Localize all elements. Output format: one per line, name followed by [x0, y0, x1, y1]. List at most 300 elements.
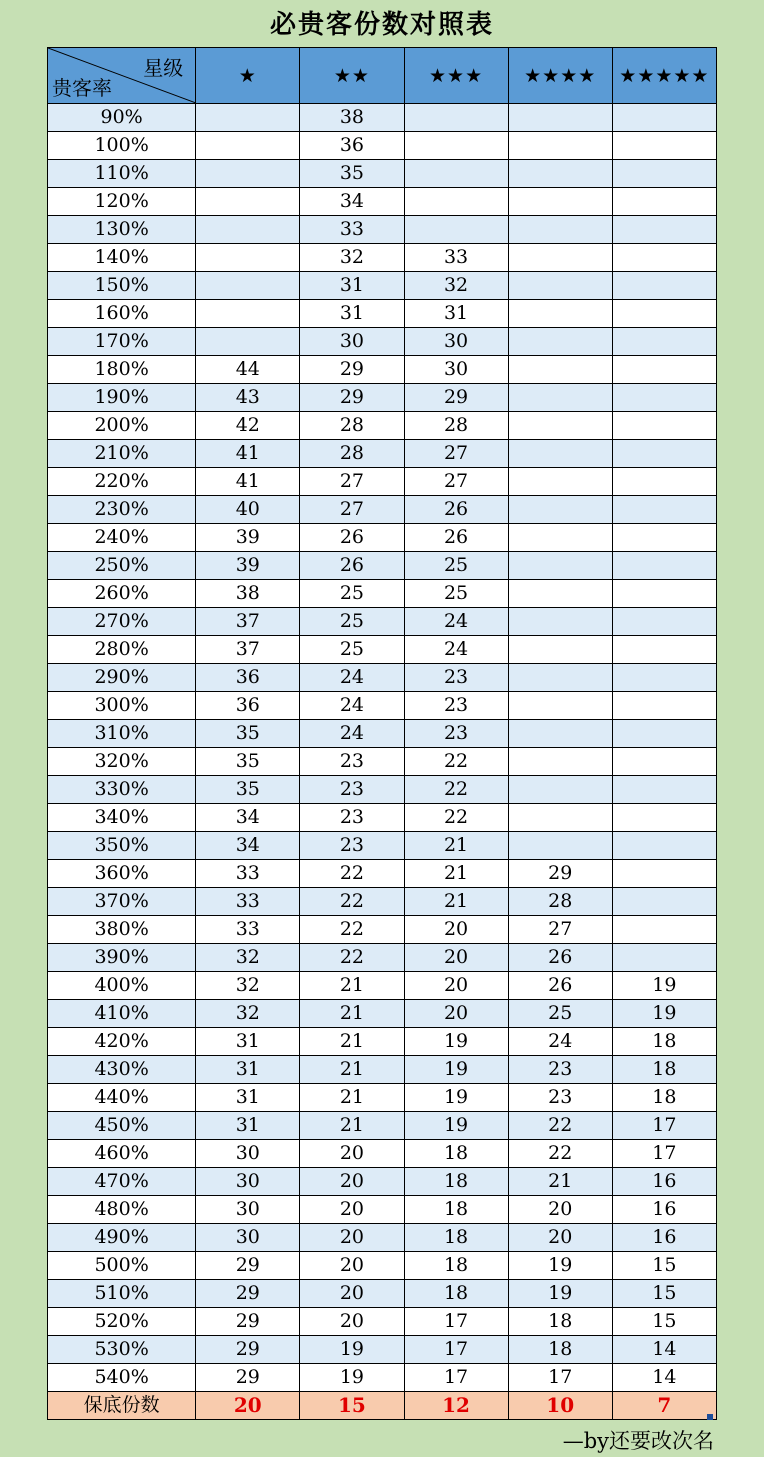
- guest-rate-cell: 140%: [48, 244, 196, 272]
- count-cell-5-star: [612, 580, 716, 608]
- count-cell-1-star: 35: [196, 748, 300, 776]
- table-row: [48, 692, 717, 720]
- guest-rate-cell: 320%: [48, 748, 196, 776]
- count-cell-4-star: 18: [508, 1336, 612, 1364]
- column-header-4-star: ★★★★: [508, 48, 612, 104]
- count-cell-2-star: 27: [300, 496, 404, 524]
- count-cell-5-star: [612, 104, 716, 132]
- count-cell-1-star: 37: [196, 608, 300, 636]
- table-row: [48, 1084, 717, 1112]
- count-cell-5-star: [612, 608, 716, 636]
- star-level-label: 星级: [143, 56, 184, 80]
- count-cell-1-star: 33: [196, 860, 300, 888]
- count-cell-5-star: [612, 916, 716, 944]
- table-row: [48, 216, 717, 244]
- count-cell-4-star: 26: [508, 944, 612, 972]
- count-cell-5-star: 18: [612, 1084, 716, 1112]
- minimum-count-1-star: 20: [196, 1392, 300, 1420]
- count-cell-5-star: [612, 468, 716, 496]
- table-row: [48, 720, 717, 748]
- count-cell-5-star: 18: [612, 1056, 716, 1084]
- table-row: [48, 1336, 717, 1364]
- count-cell-2-star: 27: [300, 468, 404, 496]
- count-cell-5-star: 17: [612, 1140, 716, 1168]
- count-cell-5-star: [612, 272, 716, 300]
- count-cell-2-star: 23: [300, 776, 404, 804]
- count-cell-4-star: 21: [508, 1168, 612, 1196]
- count-cell-2-star: 36: [300, 132, 404, 160]
- guest-rate-cell: 260%: [48, 580, 196, 608]
- count-cell-4-star: [508, 496, 612, 524]
- table-row: [48, 888, 717, 916]
- count-cell-3-star: 18: [404, 1280, 508, 1308]
- table-row: [48, 580, 717, 608]
- count-cell-1-star: 33: [196, 916, 300, 944]
- guest-rate-cell: 360%: [48, 860, 196, 888]
- count-cell-3-star: 22: [404, 748, 508, 776]
- table-row: [48, 272, 717, 300]
- count-cell-1-star: 41: [196, 440, 300, 468]
- guest-rate-cell: 430%: [48, 1056, 196, 1084]
- count-cell-1-star: 29: [196, 1280, 300, 1308]
- count-cell-3-star: 27: [404, 468, 508, 496]
- count-cell-1-star: 31: [196, 1056, 300, 1084]
- count-cell-3-star: [404, 132, 508, 160]
- count-cell-5-star: 16: [612, 1196, 716, 1224]
- guest-rate-cell: 180%: [48, 356, 196, 384]
- guest-rate-cell: 210%: [48, 440, 196, 468]
- count-cell-3-star: 17: [404, 1364, 508, 1392]
- count-cell-1-star: 39: [196, 552, 300, 580]
- table-row: [48, 1252, 717, 1280]
- table-row: [48, 944, 717, 972]
- count-cell-3-star: 25: [404, 580, 508, 608]
- guest-rate-cell: 420%: [48, 1028, 196, 1056]
- table-row: [48, 832, 717, 860]
- count-cell-3-star: 31: [404, 300, 508, 328]
- count-cell-2-star: 19: [300, 1364, 404, 1392]
- count-cell-3-star: 24: [404, 608, 508, 636]
- count-cell-3-star: 18: [404, 1196, 508, 1224]
- count-cell-4-star: [508, 748, 612, 776]
- count-cell-3-star: [404, 160, 508, 188]
- count-cell-4-star: 22: [508, 1112, 612, 1140]
- count-cell-1-star: 30: [196, 1140, 300, 1168]
- count-cell-2-star: 31: [300, 300, 404, 328]
- count-cell-3-star: 24: [404, 636, 508, 664]
- count-cell-5-star: [612, 300, 716, 328]
- count-cell-5-star: [612, 720, 716, 748]
- count-cell-3-star: 30: [404, 328, 508, 356]
- count-cell-4-star: [508, 608, 612, 636]
- guest-rate-cell: 100%: [48, 132, 196, 160]
- count-cell-5-star: [612, 244, 716, 272]
- count-cell-3-star: 20: [404, 944, 508, 972]
- count-cell-2-star: 25: [300, 608, 404, 636]
- count-cell-5-star: [612, 188, 716, 216]
- minimum-count-2-star: 15: [300, 1392, 404, 1420]
- count-cell-5-star: 16: [612, 1168, 716, 1196]
- table-row: [48, 1168, 717, 1196]
- count-cell-3-star: 21: [404, 888, 508, 916]
- count-cell-4-star: 20: [508, 1224, 612, 1252]
- guest-rate-cell: 130%: [48, 216, 196, 244]
- count-cell-3-star: 19: [404, 1056, 508, 1084]
- count-cell-2-star: 20: [300, 1196, 404, 1224]
- count-cell-1-star: 29: [196, 1308, 300, 1336]
- table-row: [48, 104, 717, 132]
- count-cell-4-star: [508, 412, 612, 440]
- count-cell-1-star: [196, 216, 300, 244]
- count-cell-1-star: 36: [196, 692, 300, 720]
- count-cell-4-star: [508, 356, 612, 384]
- count-cell-4-star: [508, 776, 612, 804]
- guest-rate-label: 贵客率: [52, 76, 112, 100]
- count-cell-3-star: 18: [404, 1140, 508, 1168]
- count-cell-3-star: 27: [404, 440, 508, 468]
- count-cell-3-star: 25: [404, 552, 508, 580]
- count-cell-5-star: 19: [612, 1000, 716, 1028]
- count-cell-1-star: 44: [196, 356, 300, 384]
- count-cell-4-star: [508, 244, 612, 272]
- count-cell-4-star: 22: [508, 1140, 612, 1168]
- guest-rate-cell: 460%: [48, 1140, 196, 1168]
- count-cell-3-star: 29: [404, 384, 508, 412]
- count-cell-1-star: [196, 244, 300, 272]
- table-row: [48, 524, 717, 552]
- guest-rate-cell: 200%: [48, 412, 196, 440]
- count-cell-3-star: 23: [404, 720, 508, 748]
- minimum-count-row: [48, 1392, 717, 1420]
- count-cell-2-star: 33: [300, 216, 404, 244]
- count-cell-1-star: [196, 188, 300, 216]
- count-cell-4-star: [508, 104, 612, 132]
- table-row: [48, 1308, 717, 1336]
- guest-rate-cell: 330%: [48, 776, 196, 804]
- table-row: [48, 1280, 717, 1308]
- count-cell-2-star: 25: [300, 636, 404, 664]
- count-cell-5-star: [612, 328, 716, 356]
- count-cell-5-star: 17: [612, 1112, 716, 1140]
- count-cell-1-star: 31: [196, 1112, 300, 1140]
- count-cell-5-star: 14: [612, 1364, 716, 1392]
- table-body: [48, 104, 717, 1392]
- count-cell-2-star: 23: [300, 748, 404, 776]
- count-cell-1-star: [196, 300, 300, 328]
- guest-rate-cell: 540%: [48, 1364, 196, 1392]
- table-row: [48, 1224, 717, 1252]
- table-row: [48, 916, 717, 944]
- count-cell-2-star: 35: [300, 160, 404, 188]
- minimum-count-3-star: 12: [404, 1392, 508, 1420]
- count-cell-5-star: 16: [612, 1224, 716, 1252]
- count-cell-5-star: [612, 160, 716, 188]
- count-cell-2-star: 24: [300, 664, 404, 692]
- guest-rate-cell: 150%: [48, 272, 196, 300]
- count-cell-5-star: [612, 748, 716, 776]
- table-row: [48, 1028, 717, 1056]
- count-cell-4-star: [508, 188, 612, 216]
- guest-rate-cell: 390%: [48, 944, 196, 972]
- count-cell-2-star: 20: [300, 1280, 404, 1308]
- count-cell-3-star: 30: [404, 356, 508, 384]
- count-cell-1-star: 34: [196, 832, 300, 860]
- count-cell-2-star: 21: [300, 1056, 404, 1084]
- count-cell-1-star: 35: [196, 776, 300, 804]
- count-cell-3-star: 18: [404, 1252, 508, 1280]
- count-cell-2-star: 38: [300, 104, 404, 132]
- count-cell-5-star: [612, 832, 716, 860]
- count-cell-2-star: 28: [300, 440, 404, 468]
- count-cell-5-star: 15: [612, 1280, 716, 1308]
- count-cell-3-star: 18: [404, 1224, 508, 1252]
- count-cell-2-star: 24: [300, 692, 404, 720]
- count-cell-1-star: 30: [196, 1196, 300, 1224]
- guest-rate-cell: 500%: [48, 1252, 196, 1280]
- table-row: [48, 132, 717, 160]
- count-cell-1-star: 32: [196, 944, 300, 972]
- count-cell-4-star: [508, 328, 612, 356]
- count-cell-3-star: 19: [404, 1028, 508, 1056]
- count-cell-4-star: 24: [508, 1028, 612, 1056]
- count-cell-2-star: 26: [300, 524, 404, 552]
- count-cell-3-star: [404, 216, 508, 244]
- count-cell-1-star: 29: [196, 1336, 300, 1364]
- count-cell-4-star: 23: [508, 1084, 612, 1112]
- count-cell-3-star: 20: [404, 1000, 508, 1028]
- minimum-count-5-star: 7: [612, 1392, 716, 1420]
- count-cell-1-star: 43: [196, 384, 300, 412]
- guest-rate-cell: 370%: [48, 888, 196, 916]
- count-cell-1-star: 30: [196, 1168, 300, 1196]
- table-row: [48, 748, 717, 776]
- count-cell-2-star: 20: [300, 1140, 404, 1168]
- count-cell-5-star: [612, 888, 716, 916]
- count-cell-3-star: 32: [404, 272, 508, 300]
- table-row: [48, 776, 717, 804]
- count-cell-4-star: 17: [508, 1364, 612, 1392]
- count-cell-2-star: 32: [300, 244, 404, 272]
- count-cell-5-star: [612, 412, 716, 440]
- count-cell-3-star: 23: [404, 664, 508, 692]
- count-cell-4-star: 27: [508, 916, 612, 944]
- guest-rate-cell: 380%: [48, 916, 196, 944]
- count-cell-1-star: [196, 160, 300, 188]
- guest-rate-cell: 340%: [48, 804, 196, 832]
- table-row: [48, 1056, 717, 1084]
- guest-rate-cell: 510%: [48, 1280, 196, 1308]
- count-cell-3-star: 21: [404, 860, 508, 888]
- count-cell-1-star: 36: [196, 664, 300, 692]
- count-cell-3-star: 19: [404, 1084, 508, 1112]
- count-cell-3-star: 17: [404, 1308, 508, 1336]
- count-cell-2-star: 29: [300, 356, 404, 384]
- count-cell-1-star: [196, 328, 300, 356]
- count-cell-3-star: 26: [404, 524, 508, 552]
- count-cell-1-star: 29: [196, 1364, 300, 1392]
- count-cell-3-star: 20: [404, 972, 508, 1000]
- count-cell-5-star: [612, 776, 716, 804]
- count-cell-2-star: 22: [300, 916, 404, 944]
- count-cell-2-star: 20: [300, 1168, 404, 1196]
- count-cell-3-star: 22: [404, 776, 508, 804]
- count-cell-3-star: 26: [404, 496, 508, 524]
- guest-rate-cell: 220%: [48, 468, 196, 496]
- guest-rate-cell: 250%: [48, 552, 196, 580]
- header-row: [48, 48, 717, 104]
- count-cell-2-star: 21: [300, 972, 404, 1000]
- corner-header-cell: [48, 48, 196, 104]
- table-row: [48, 972, 717, 1000]
- guest-rate-cell: 110%: [48, 160, 196, 188]
- table-row: [48, 188, 717, 216]
- count-cell-3-star: 17: [404, 1336, 508, 1364]
- count-cell-4-star: [508, 720, 612, 748]
- count-cell-5-star: [612, 440, 716, 468]
- count-cell-4-star: 26: [508, 972, 612, 1000]
- table-row: [48, 804, 717, 832]
- count-cell-3-star: [404, 104, 508, 132]
- count-cell-4-star: [508, 384, 612, 412]
- guest-rate-cell: 410%: [48, 1000, 196, 1028]
- table-row: [48, 496, 717, 524]
- count-cell-5-star: [612, 524, 716, 552]
- count-cell-3-star: 33: [404, 244, 508, 272]
- count-cell-5-star: 18: [612, 1028, 716, 1056]
- count-cell-1-star: [196, 104, 300, 132]
- count-cell-1-star: 38: [196, 580, 300, 608]
- count-cell-2-star: 22: [300, 888, 404, 916]
- count-cell-5-star: [612, 664, 716, 692]
- count-cell-2-star: 22: [300, 860, 404, 888]
- count-cell-1-star: 32: [196, 972, 300, 1000]
- count-cell-1-star: [196, 132, 300, 160]
- count-cell-2-star: 26: [300, 552, 404, 580]
- count-cell-1-star: 37: [196, 636, 300, 664]
- count-cell-4-star: 29: [508, 860, 612, 888]
- table-row: [48, 608, 717, 636]
- count-cell-1-star: 31: [196, 1084, 300, 1112]
- count-cell-4-star: [508, 552, 612, 580]
- table-row: [48, 468, 717, 496]
- count-cell-3-star: 23: [404, 692, 508, 720]
- count-cell-3-star: 19: [404, 1112, 508, 1140]
- guest-rate-cell: 170%: [48, 328, 196, 356]
- count-cell-1-star: 35: [196, 720, 300, 748]
- count-cell-4-star: [508, 272, 612, 300]
- count-cell-2-star: 31: [300, 272, 404, 300]
- column-header-5-star: ★★★★★: [612, 48, 716, 104]
- count-cell-1-star: 42: [196, 412, 300, 440]
- minimum-count-4-star: 10: [508, 1392, 612, 1420]
- guest-rate-cell: 490%: [48, 1224, 196, 1252]
- minimum-count-label: 保底份数: [48, 1392, 196, 1420]
- count-cell-4-star: [508, 636, 612, 664]
- count-cell-4-star: 23: [508, 1056, 612, 1084]
- count-cell-3-star: [404, 188, 508, 216]
- table-row: [48, 552, 717, 580]
- count-cell-5-star: [612, 692, 716, 720]
- table-row: [48, 244, 717, 272]
- count-cell-4-star: [508, 804, 612, 832]
- count-cell-1-star: 33: [196, 888, 300, 916]
- count-cell-2-star: 20: [300, 1224, 404, 1252]
- table-row: [48, 160, 717, 188]
- table-row: [48, 1196, 717, 1224]
- count-cell-1-star: [196, 272, 300, 300]
- count-cell-1-star: 29: [196, 1252, 300, 1280]
- guest-rate-cell: 190%: [48, 384, 196, 412]
- count-cell-1-star: 41: [196, 468, 300, 496]
- count-cell-4-star: 28: [508, 888, 612, 916]
- count-cell-1-star: 32: [196, 1000, 300, 1028]
- count-cell-3-star: 28: [404, 412, 508, 440]
- count-cell-5-star: 15: [612, 1308, 716, 1336]
- table-row: [48, 440, 717, 468]
- guest-rate-cell: 400%: [48, 972, 196, 1000]
- count-cell-2-star: 22: [300, 944, 404, 972]
- count-cell-5-star: [612, 860, 716, 888]
- guest-rate-cell: 470%: [48, 1168, 196, 1196]
- count-cell-3-star: 18: [404, 1168, 508, 1196]
- guest-rate-cell: 350%: [48, 832, 196, 860]
- count-cell-5-star: [612, 356, 716, 384]
- count-cell-2-star: 29: [300, 384, 404, 412]
- guest-rate-cell: 450%: [48, 1112, 196, 1140]
- table-row: [48, 636, 717, 664]
- table-row: [48, 412, 717, 440]
- count-cell-5-star: [612, 216, 716, 244]
- count-cell-4-star: 20: [508, 1196, 612, 1224]
- count-cell-2-star: 21: [300, 1112, 404, 1140]
- table-row: [48, 1140, 717, 1168]
- column-header-3-star: ★★★: [404, 48, 508, 104]
- guest-rate-cell: 530%: [48, 1336, 196, 1364]
- count-cell-3-star: 22: [404, 804, 508, 832]
- count-cell-4-star: [508, 832, 612, 860]
- count-cell-4-star: [508, 692, 612, 720]
- table-row: [48, 860, 717, 888]
- count-cell-2-star: 28: [300, 412, 404, 440]
- author-signature: —by还要改次名: [562, 1429, 714, 1453]
- guest-count-table: [47, 47, 717, 1420]
- count-cell-5-star: [612, 552, 716, 580]
- column-header-1-star: ★: [196, 48, 300, 104]
- count-cell-2-star: 20: [300, 1308, 404, 1336]
- count-cell-4-star: [508, 524, 612, 552]
- count-cell-4-star: 19: [508, 1280, 612, 1308]
- count-cell-2-star: 19: [300, 1336, 404, 1364]
- page-title: 必贵客份数对照表: [269, 10, 494, 40]
- table-row: [48, 356, 717, 384]
- count-cell-4-star: [508, 440, 612, 468]
- count-cell-4-star: [508, 664, 612, 692]
- count-cell-4-star: [508, 580, 612, 608]
- guest-rate-cell: 290%: [48, 664, 196, 692]
- count-cell-2-star: 25: [300, 580, 404, 608]
- count-cell-3-star: 20: [404, 916, 508, 944]
- count-cell-4-star: [508, 132, 612, 160]
- count-cell-4-star: [508, 160, 612, 188]
- count-cell-2-star: 21: [300, 1028, 404, 1056]
- guest-rate-cell: 440%: [48, 1084, 196, 1112]
- count-cell-5-star: [612, 804, 716, 832]
- count-cell-5-star: 15: [612, 1252, 716, 1280]
- count-cell-4-star: 19: [508, 1252, 612, 1280]
- count-cell-2-star: 23: [300, 804, 404, 832]
- count-cell-2-star: 20: [300, 1252, 404, 1280]
- count-cell-5-star: [612, 636, 716, 664]
